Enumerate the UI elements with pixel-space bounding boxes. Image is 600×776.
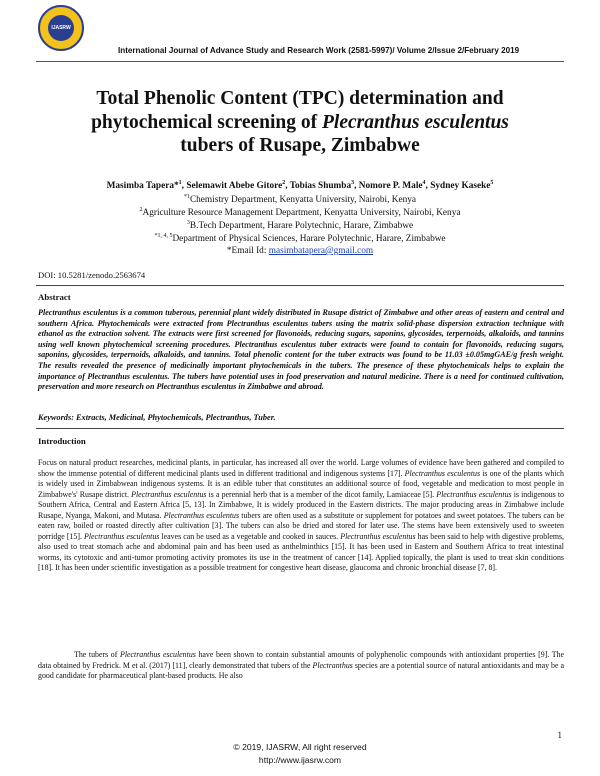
author-5: Sydney Kaseke bbox=[430, 181, 491, 192]
doi-divider bbox=[36, 285, 564, 286]
p1-text-e: is a perennial herb that is a member of the dicot family, Lamiaceae [5]. bbox=[206, 489, 437, 499]
affiliation-3-text: B.Tech Department, Harare Polytechnic, Harare, Zimbabwe bbox=[189, 221, 414, 232]
p1-text-a: Focus on natural product researches, medicinal plants, in particular, has increased all over the world. Large volumes of evidence have been gathered and compiled to show the immense potential of different medicinal plants used in different traditional and indigenous systems [17]. bbox=[38, 458, 564, 478]
affiliation-4 bbox=[30, 233, 570, 244]
author-4: Nomore P. Male bbox=[358, 181, 423, 192]
affiliation-1-text: Chemistry Department, Kenyatta University, Nairobi, Kenya bbox=[189, 195, 417, 206]
p1-species-1: Plectranthus esculentus bbox=[404, 468, 481, 478]
footer-url[interactable]: http://www.ijasrw.com bbox=[258, 755, 342, 765]
journal-header: International Journal of Advance Study and Research Work (2581-5997)/ Volume 2/Issue 2/February 2019 bbox=[118, 46, 520, 55]
title-line-2-prefix: phytochemical screening of bbox=[91, 111, 322, 133]
affiliation-2 bbox=[30, 207, 570, 218]
p1-text-m: has been said to help with digestive problems, also used to treat stomach ache and abdominal pain and has been used as anthelminthics [15]. It has been used in Eastern and Southern Africa to treat intestinal worms, its cytotoxic and anti-tumor promoting activity promotes its use in the treatment of cancer [14]. Applied topically, the plant is used to treat skin conditions [18]. It has been under scientific investigation as a possible treatment for congestive heart disease, glaucoma and chronic bronchial disease [7, 8]. bbox=[38, 531, 565, 572]
affiliation-4-text: Department of Physical Sciences, Harare Polytechnic, Harare, Zimbabwe bbox=[172, 234, 446, 245]
author-1-sup: 1 bbox=[178, 180, 182, 186]
p2-text-a: The tubers of bbox=[74, 650, 121, 659]
intro-paragraph-1 bbox=[38, 458, 564, 574]
title-line-3: tubers of Rusape, Zimbabwe bbox=[180, 135, 420, 156]
email-line bbox=[30, 246, 570, 256]
doi: DOI: 10.5281/zenodo.2563674 bbox=[38, 270, 146, 280]
abstract-text: Plectranthus esculentus is a common tuberous, perennial plant widely distributed in Rusape district of Zimbabwe and other areas of eastern and central and southern Africa. Phytochemicals were extracted from Plectranthus esculentus tubers using the matrix solid-phase dispersion extraction technique with ethanol as the extraction solvent. The extracts were first screened for flavonoids, reducing sugars, saponins, glycosides, terpernoids, alkaloids, and tannins using well known phytochemical screening procedures. Plectranthus esculentus tuber extracts were found to contain for flavonoids, reducing sugars, saponins, glycosides, terpernoids, alkaloids, and tannins. Total phenolic content for the tuber extracts was found to be 11.03 ±0.05mgGAE/g fresh weight. The results revealed the presence of medicinally important phytochemicals in the tubers. The presence of these phytochemicals helps to explain the importance of Plectranthus esculentus. The tubers have potential uses in food preservation and natural medicine. There is a need for continued cultivation, preservation and more research on Plectranthus esculentus in Zimbabwe and abroad. bbox=[38, 308, 564, 392]
author-3-sup: 3 bbox=[351, 180, 355, 186]
p1-text-g: is indigenous to Southern Africa, Central and Eastern Africa [5, 13]. In Zimbabwe, It is widely produced in the Eastern districts. The major producing areas in Zimbabwe include Rusape, Nyanga, Makoni, and Mutasa. bbox=[38, 489, 564, 520]
affiliation-1 bbox=[30, 194, 570, 205]
p1-species-3: Plectranthus esculentus bbox=[436, 489, 512, 499]
title-line-1: Total Phenolic Content (TPC) determination and bbox=[96, 88, 504, 109]
keywords: Keywords: Extracts, Medicinal, Phytochemicals, Plectranthus, Tuber. bbox=[38, 413, 276, 422]
p1-species-2: Plectranthus esculentus bbox=[131, 489, 207, 499]
email-label: *Email Id: bbox=[226, 246, 269, 256]
journal-logo bbox=[38, 5, 84, 51]
author-2-sup: 2 bbox=[282, 180, 286, 186]
affiliation-4-sup: *1, 4, 5 bbox=[154, 233, 173, 239]
p2-text-e: species are a potential source of natural antioxidants and may be a good candidate for pharmaceutical plant-based products. He also bbox=[38, 660, 564, 680]
p2-species-2: Plectranthus bbox=[312, 660, 353, 670]
title-line-2-italic: Plecranthus esculentus bbox=[321, 111, 509, 133]
affiliation-3-sup: 3 bbox=[186, 220, 190, 226]
author-5-sup: 5 bbox=[490, 180, 494, 186]
author-3: Tobias Shumba bbox=[289, 181, 352, 192]
affiliation-1-sup: *1 bbox=[183, 194, 190, 200]
p2-text-c: have been shown to contain substantial amounts of polyphenolic compounds with antioxidant properties [9]. The data obtained by Fredrick. M et al. (2017) [11], clearly demonstrated that tubers of the bbox=[38, 650, 565, 670]
p1-species-4: Plectranthus esculentus bbox=[163, 510, 240, 520]
affiliation-2-text: Agriculture Resource Management Department, Kenyatta University, Nairobi, Kenya bbox=[142, 208, 461, 219]
p1-text-c: is one of the plants which is widely used in Zimbabwean indigenous systems. It is an edible tuber that constitutes an additional source of food, vegetable and medication to most people in Zimbabwe's' Rusape district. bbox=[38, 468, 564, 499]
introduction-heading: Introduction bbox=[38, 436, 86, 446]
p1-species-5: Plectranthus esculentus bbox=[84, 531, 160, 541]
header-divider bbox=[36, 61, 564, 62]
paper-title bbox=[50, 87, 550, 158]
p2-species-1: Plectranthus esculentus bbox=[120, 650, 196, 659]
author-list: Masimba Tapera*$^1$, Selemawit Abebe Gitore$^2$, Tobias Shumba$^3$, Nomore P. Male$^4$, Sydney Kaseke$^5$ bbox=[106, 180, 494, 192]
p1-text-i: tubers are often used as a substitute or supplement for potatoes and sweet potatoes. The tubers can be eaten raw, boiled or roasted directly after cultivation [3]. The tubers can also be dried and stored for later use. The stems have been extensively used to sweeten porridge [15]. bbox=[38, 510, 564, 541]
journal-logo-text: IJASRW bbox=[48, 15, 74, 41]
author-1: Masimba Tapera* bbox=[106, 181, 179, 192]
email-link[interactable]: masimbatapera@gmail.com bbox=[268, 246, 374, 256]
abstract-heading: Abstract bbox=[38, 292, 71, 302]
affiliation-2-sup: 2 bbox=[139, 207, 143, 213]
p1-text-k: leaves can be used as a vegetable and cooked in sauces. bbox=[159, 531, 341, 541]
p1-species-6: Plectranthus esculentus bbox=[340, 531, 416, 541]
footer-copyright: © 2019, IJASRW, All right reserved bbox=[233, 742, 367, 752]
author-2: Selemawit Abebe Gitore bbox=[186, 181, 283, 192]
author-4-sup: 4 bbox=[422, 180, 426, 186]
affiliation-3 bbox=[30, 220, 570, 231]
keywords-divider bbox=[36, 428, 564, 429]
intro-paragraph-2 bbox=[38, 650, 564, 682]
page-number: 1 bbox=[557, 730, 562, 740]
